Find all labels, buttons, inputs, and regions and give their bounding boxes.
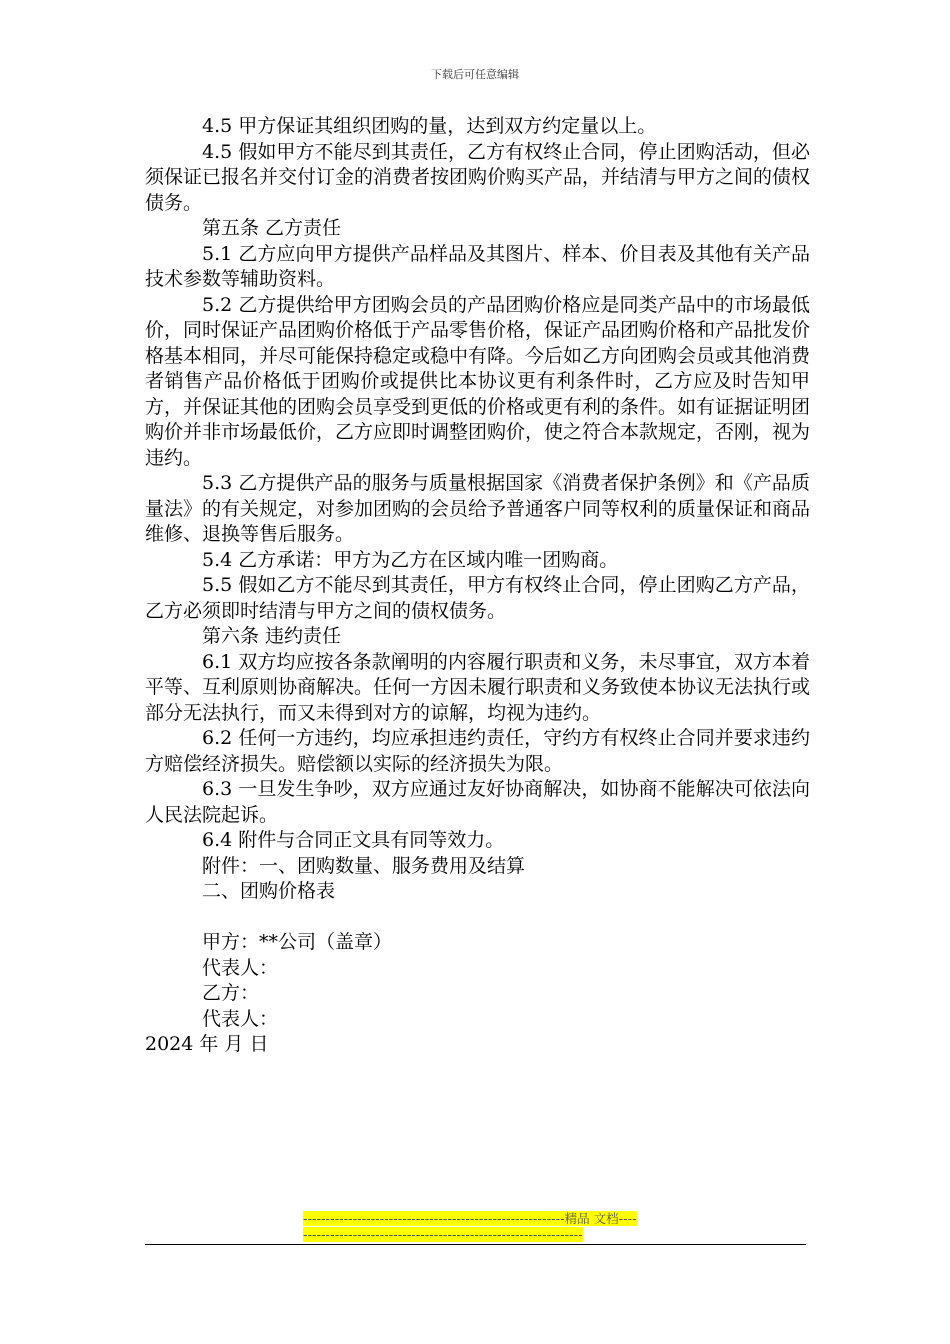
clause-5-3: 5.3 乙方提供产品的服务与质量根据国家《消费者保护条例》和《产品质量法》的有关规定，对参加团购的会员给予普通客户同等权利的质量保证和商品维修、退换等售后服务。 <box>145 472 811 545</box>
clause-5-5: 5.5 假如乙方不能尽到其责任，甲方有权终止合同，停止团购乙方产品，乙方必须即时结清与甲方之间的债权债务。 <box>145 574 810 622</box>
clause-5-2: 5.2 乙方提供给甲方团购会员的产品团购价格应是同类产品中的市场最低价，同时保证产品团购价格低于产品零售价格，保证产品团购价格和产品批发价格基本相同，并尽可能保持稳定或稳中有降。今后如乙方向团购会员或其他消费者销售产品价格低于团购价或提供比本协议更有利条件时，乙方应及时告知甲方，并保证其他的团购会员享受到更低的价格或更有利的条件。如有证据证明团购价并非市场最低价，乙方应即时调整团购价，使之符合本款规定，否刚，视为违约。 <box>145 293 811 469</box>
page-header-note: 下载后可任意编辑 <box>431 68 519 81</box>
signature-party-b: 乙方： <box>202 982 260 1004</box>
signature-rep-a: 代表人： <box>202 956 279 979</box>
clause-6-2: 6.2 任何一方违约，均应承担违约责任，守约方有权终止合同并要求违约方赔偿经济损失。赔偿额以实际的经济损失为限。 <box>145 727 810 775</box>
signature-party-a: 甲方：**公司（盖章） <box>202 931 393 953</box>
clause-5-4: 5.4 乙方承诺：甲方为乙方在区域内唯一团购商。 <box>202 548 619 571</box>
footer-divider <box>145 1244 806 1245</box>
clause-5-1: 5.1 乙方应向甲方提供产品样品及其图片、样本、价目表及其他有关产品技术参数等辅助资料。 <box>145 242 810 290</box>
clause-4-5-a: 4.5 甲方保证其组织团购的量，达到双方约定量以上。 <box>202 115 657 137</box>
attachment-line-1: 附件：一、团购数量、服务费用及结算 <box>202 854 526 877</box>
footer-banner <box>303 1211 638 1243</box>
document-body <box>145 114 810 1058</box>
article-6-heading: 第六条 违约责任 <box>202 625 342 647</box>
attachment-line-2: 二、团购价格表 <box>202 880 336 902</box>
clause-6-3: 6.3 一旦发生争吵，双方应通过友好协商解决，如协商不能解决可依法向人民法院起诉。 <box>145 778 810 826</box>
blank-line <box>145 905 810 931</box>
clause-6-4: 6.4 附件与合同正文具有同等效力。 <box>202 829 505 851</box>
article-5-heading: 第五条 乙方责任 <box>202 217 342 239</box>
clause-6-1: 6.1 双方均应按各条款阐明的内容履行职责和义务，未尽事宜，双方本着平等、互利原则协商解决。任何一方因未履行职责和义务致使本协议无法执行或部分无法执行，而又未得到对方的谅解，均视为违约。 <box>145 650 811 724</box>
clause-4-5-b: 4.5 假如甲方不能尽到其责任，乙方有权终止合同，停止团购活动，但必须保证已报名并交付订金的消费者按团购价购买产品，并结清与甲方之间的债权债务。 <box>145 140 811 214</box>
signature-rep-b: 代表人： <box>202 1007 279 1030</box>
footer-banner-text: ----------------------------------------------------------精品 文档------------------------------------------------------------------ <box>303 1211 637 1242</box>
signature-date: 2024 年 月 日 <box>145 1033 269 1055</box>
